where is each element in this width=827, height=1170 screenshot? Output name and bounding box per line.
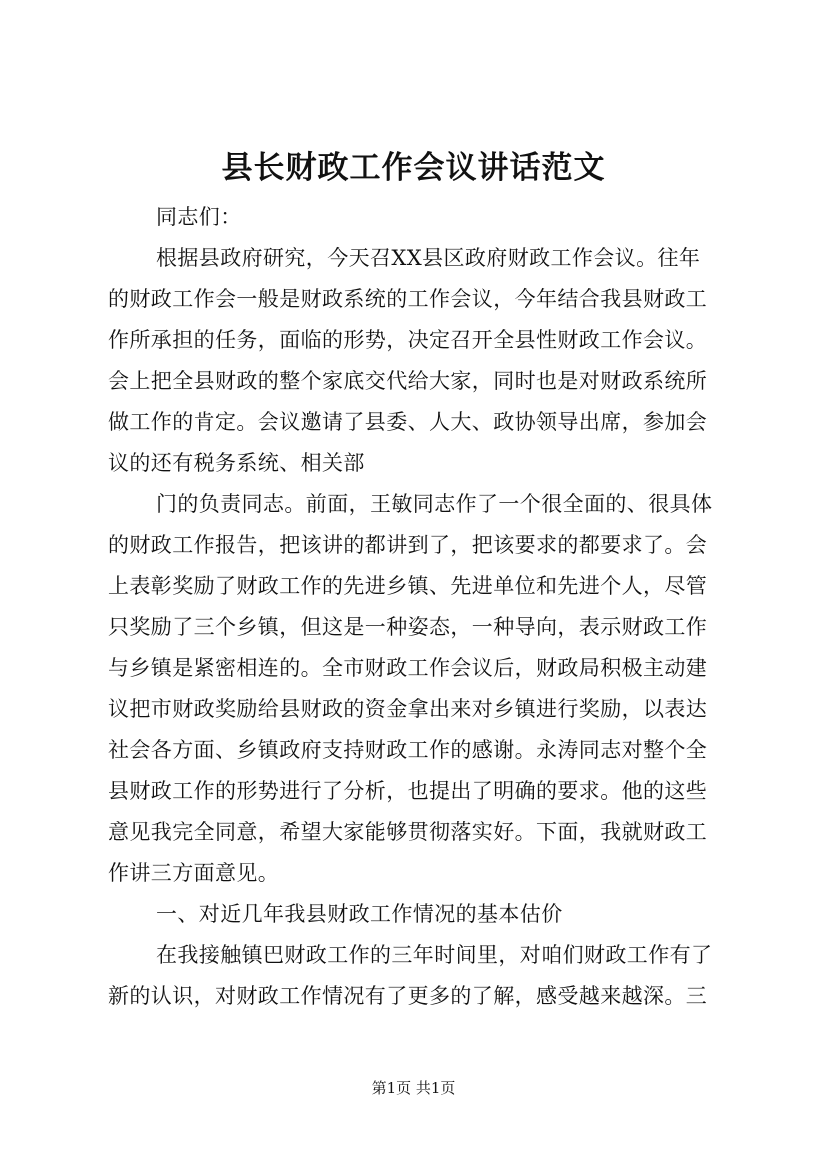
- paragraph-line: 议把市财政奖励给县财政的资金拿出来对乡镇进行奖励，以表达: [108, 697, 708, 721]
- paragraph-line: 的财政工作会一般是财政系统的工作会议，今年结合我县财政工: [108, 287, 708, 311]
- paragraph-line: 的财政工作报告，把该讲的都讲到了，把该要求的都要求了。会: [108, 533, 708, 557]
- paragraph-line: 与乡镇是紧密相连的。全市财政工作会议后，财政局积极主动建: [108, 656, 708, 680]
- paragraph-line: 议的还有税务系统、相关部: [108, 451, 365, 475]
- paragraph-line: 意见我完全同意，希望大家能够贯彻落实好。下面，我就财政工: [108, 820, 708, 844]
- document-body: [108, 197, 738, 1017]
- paragraph-line: 社会各方面、乡镇政府支持财政工作的感谢。永涛同志对整个全: [108, 738, 708, 762]
- paragraph-line: 上表彰奖励了财政工作的先进乡镇、先进单位和先进个人，尽管: [108, 574, 708, 598]
- paragraph-line: 只奖励了三个乡镇，但这是一种姿态，一种导向，表示财政工作: [108, 615, 708, 639]
- paragraph-line: 新的认识，对财政工作情况有了更多的了解，感受越来越深。三: [108, 984, 708, 1008]
- paragraph-line: 根据县政府研究，今天召XX县区政府财政工作会议。往年: [156, 246, 701, 270]
- paragraph-line: 县财政工作的形势进行了分析，也提出了明确的要求。他的这些: [108, 779, 708, 803]
- document-title: 县长财政工作会议讲话范文: [221, 150, 606, 186]
- paragraph-line: 会上把全县财政的整个家底交代给大家，同时也是对财政系统所: [108, 369, 708, 393]
- paragraph-line: 做工作的肯定。会议邀请了县委、人大、政协领导出席，参加会: [108, 410, 708, 434]
- salutation-line: 同志们：: [156, 205, 242, 229]
- paragraph-line: 在我接触镇巴财政工作的三年时间里，对咱们财政工作有了: [156, 943, 713, 967]
- paragraph-line: 门的负责同志。前面，王敏同志作了一个很全面的、很具体: [156, 492, 713, 516]
- paragraph-line: 作讲三方面意见。: [108, 861, 280, 885]
- page-number-footer: 第1页 共1页: [371, 1079, 456, 1097]
- section-heading: 一、对近几年我县财政工作情况的基本估价: [156, 902, 563, 926]
- paragraph-line: 作所承担的任务，面临的形势，决定召开全县性财政工作会议。: [108, 328, 708, 352]
